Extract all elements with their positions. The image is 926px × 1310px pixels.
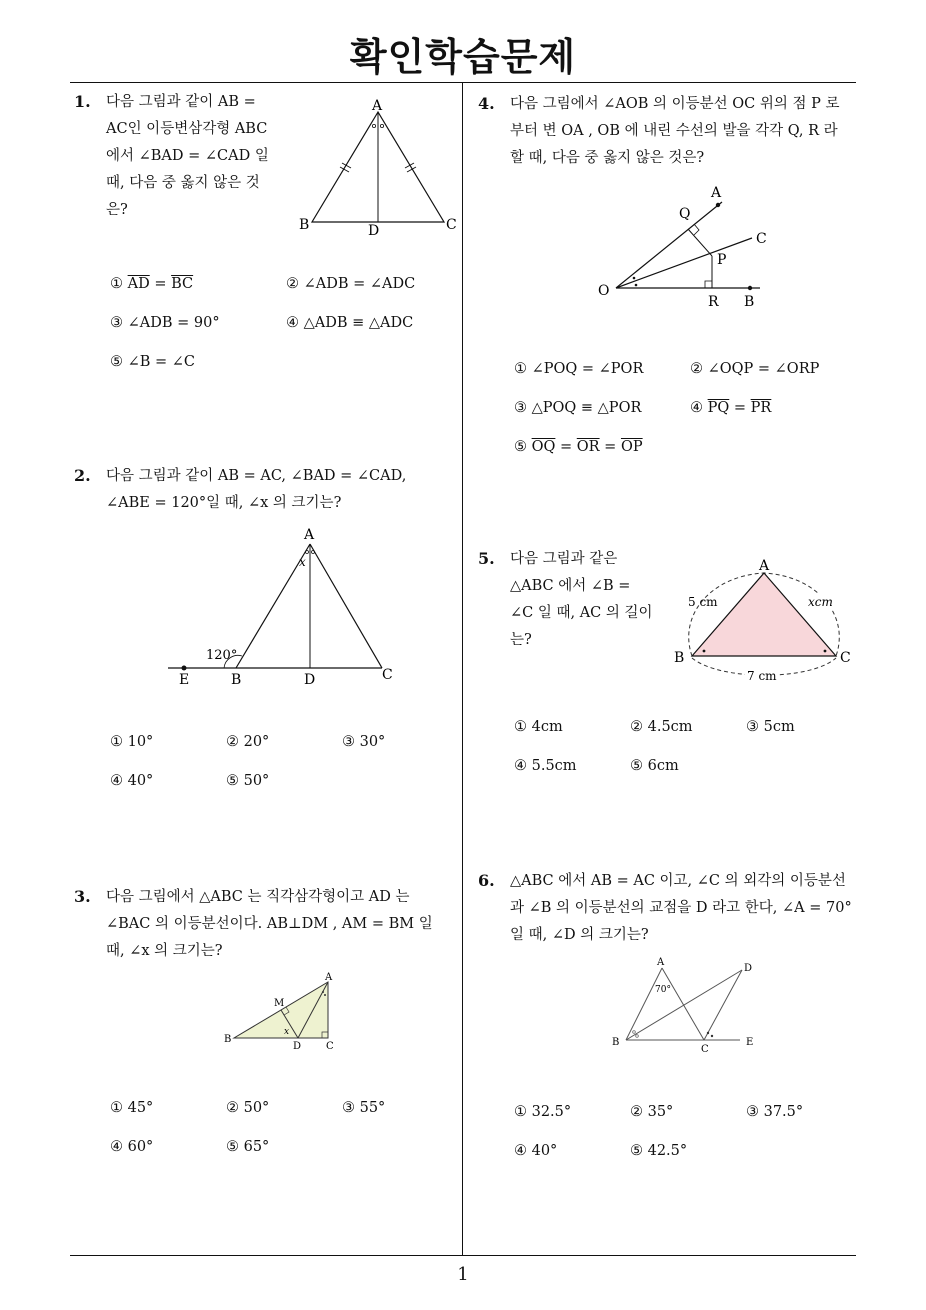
label-x: x xyxy=(299,555,306,569)
label-c: C xyxy=(756,231,767,247)
problem-6-option-5[interactable]: ⑤ 42.5° xyxy=(630,1143,688,1159)
problem-4-line-3: 할 때, 다음 중 옳지 않은 것은? xyxy=(510,150,705,166)
label-e: E xyxy=(746,1037,754,1048)
problem-1-line-1: 다음 그림과 같이 AB = xyxy=(106,94,256,110)
problem-1-line-4: 때, 다음 중 옳지 않은 것 xyxy=(106,175,260,191)
problem-1-option-2[interactable]: ② ∠ADB = ∠ADC xyxy=(286,276,416,292)
problem-3-option-2[interactable]: ② 50° xyxy=(226,1100,270,1116)
problem-3-number: 3. xyxy=(74,887,91,906)
problem-3-line-1: 다음 그림에서 △ABC 는 직각삼각형이고 AD 는 xyxy=(106,889,410,905)
label-m: M xyxy=(274,998,285,1009)
point-a xyxy=(716,203,720,207)
label-d: D xyxy=(744,963,753,974)
problem-5-option-4[interactable]: ④ 5.5cm xyxy=(514,758,577,774)
problem-1-figure xyxy=(296,96,462,242)
label-120: 120° xyxy=(206,648,238,663)
problem-1-number: 1. xyxy=(74,92,91,111)
label-c: C xyxy=(326,1041,334,1052)
label-c: C xyxy=(701,1044,709,1055)
problem-6-number: 6. xyxy=(478,871,495,890)
problem-4-option-1[interactable]: ① ∠POQ = ∠POR xyxy=(514,361,644,377)
label-70: 70° xyxy=(655,985,671,995)
angle-mark-b2 xyxy=(636,1035,639,1038)
problem-4-option-4[interactable]: ④ $\overline{PQ} = \overline{PR}$ xyxy=(690,400,772,416)
label-d: D xyxy=(368,223,380,239)
problem-1-line-3: 에서 ∠BAD = ∠CAD 일 xyxy=(106,148,269,164)
problem-2-line-2: ∠ABE = 120°일 때, ∠x 의 크기는? xyxy=(106,495,342,511)
angle-mark-1 xyxy=(306,551,309,554)
problem-5-line-3: ∠C 일 때, AC 의 길이 xyxy=(510,605,653,621)
label-r: R xyxy=(708,294,719,310)
problem-6-option-3[interactable]: ③ 37.5° xyxy=(746,1104,804,1120)
problem-3-line-3: 때, ∠x 의 크기는? xyxy=(106,943,223,959)
label-a: A xyxy=(711,185,722,201)
angle-dot-c2 xyxy=(711,1035,713,1037)
label-a: A xyxy=(325,972,333,983)
problem-6-option-4[interactable]: ④ 40° xyxy=(514,1143,558,1159)
problem-2-figure xyxy=(164,524,404,690)
problem-1-text xyxy=(106,89,281,224)
problem-4-option-5[interactable]: ⑤ $\overline{OQ} = \overline{OR} = \overline{OP}$ xyxy=(514,439,643,455)
segment-cd xyxy=(704,970,742,1040)
label-b: B xyxy=(299,217,310,233)
problem-3-text xyxy=(106,884,456,965)
label-b: B xyxy=(744,294,755,310)
segment-pq xyxy=(688,229,712,256)
problem-3-option-5[interactable]: ⑤ 65° xyxy=(226,1139,270,1155)
problem-5-line-2: △ABC 에서 ∠B = xyxy=(510,578,631,594)
problem-6-line-3: 일 때, ∠D 의 크기는? xyxy=(510,927,649,943)
problem-5-option-3[interactable]: ③ 5cm xyxy=(746,719,795,735)
label-c: C xyxy=(840,650,851,666)
angle-dot-c xyxy=(824,650,827,653)
problem-1-option-1[interactable]: ① $\overline{AD} = \overline{BC}$ xyxy=(110,276,194,292)
problem-2-line-1: 다음 그림과 같이 AB = AC, ∠BAD = ∠CAD, xyxy=(106,468,407,484)
ray-oc xyxy=(616,238,752,288)
problem-2-option-2[interactable]: ② 20° xyxy=(226,734,270,750)
label-p: P xyxy=(717,252,727,268)
angle-dot-1 xyxy=(322,991,324,993)
label-a: A xyxy=(657,957,665,968)
problem-5-number: 5. xyxy=(478,549,495,568)
problem-3-option-4[interactable]: ④ 60° xyxy=(110,1139,154,1155)
problem-4-line-2: 부터 변 OA , OB 에 내린 수선의 발을 각각 Q, R 라 xyxy=(510,123,838,139)
label-c: C xyxy=(382,667,393,683)
problem-2-option-4[interactable]: ④ 40° xyxy=(110,773,154,789)
problem-4-line-1: 다음 그림에서 ∠AOB 의 이등분선 OC 위의 점 P 로 xyxy=(510,96,840,112)
problem-3-option-1[interactable]: ① 45° xyxy=(110,1100,154,1116)
label-d: D xyxy=(293,1041,302,1052)
problem-2-option-5[interactable]: ⑤ 50° xyxy=(226,773,270,789)
angle-mark-2 xyxy=(380,124,383,127)
column-divider xyxy=(462,82,463,1256)
angle-dot-1 xyxy=(633,277,636,280)
problem-5-line-4: 는? xyxy=(510,632,532,648)
bottom-rule xyxy=(70,1255,856,1256)
problem-6-option-2[interactable]: ② 35° xyxy=(630,1104,674,1120)
problem-6-text xyxy=(510,868,860,949)
problem-1-option-3[interactable]: ③ ∠ADB = 90° xyxy=(110,315,220,331)
problem-6-line-1: △ABC 에서 AB = AC 이고, ∠C 의 외각의 이등분선 xyxy=(510,873,846,889)
angle-dot-2 xyxy=(324,994,326,996)
angle-dot-b xyxy=(703,650,706,653)
problem-4-text xyxy=(510,91,860,172)
label-o: O xyxy=(598,283,610,299)
problem-4-number: 4. xyxy=(478,94,495,113)
problem-1-option-4[interactable]: ④ △ADB ≡ △ADC xyxy=(286,315,414,331)
problem-6-option-1[interactable]: ① 32.5° xyxy=(514,1104,572,1120)
label-d: D xyxy=(304,672,316,688)
label-b: B xyxy=(231,672,242,688)
problem-5-line-1: 다음 그림과 같은 xyxy=(510,551,618,567)
angle-mark-b1 xyxy=(633,1031,636,1034)
label-a: A xyxy=(759,558,770,574)
label-a: A xyxy=(372,98,383,114)
point-e xyxy=(182,666,187,671)
label-ab: 5 cm xyxy=(688,595,718,609)
label-b: B xyxy=(224,1034,232,1045)
label-b: B xyxy=(612,1037,620,1048)
ray-oa xyxy=(616,202,722,288)
problem-1-option-5[interactable]: ⑤ ∠B = ∠C xyxy=(110,354,196,370)
problem-5-figure xyxy=(670,556,860,688)
problem-5-option-2[interactable]: ② 4.5cm xyxy=(630,719,693,735)
problem-2-number: 2. xyxy=(74,466,91,485)
segment-ac xyxy=(310,544,382,668)
problem-1-line-2: AC인 이등변삼각형 ABC xyxy=(106,121,268,137)
problem-3-line-2: ∠BAC 의 이등분선이다. AB⊥DM , AM = BM 일 xyxy=(106,916,433,932)
angle-dot-c1 xyxy=(707,1032,709,1034)
angle-dot-2 xyxy=(635,284,638,287)
label-e: E xyxy=(179,672,190,688)
label-bc: 7 cm xyxy=(747,669,777,683)
problem-5-option-1[interactable]: ① 4cm xyxy=(514,719,563,735)
problem-2-option-3[interactable]: ③ 30° xyxy=(342,734,386,750)
problem-4-option-3[interactable]: ③ △POQ ≡ △POR xyxy=(514,400,642,416)
right-angle-q xyxy=(694,224,699,235)
problem-4-figure xyxy=(594,180,784,316)
problem-4-option-2[interactable]: ② ∠OQP = ∠ORP xyxy=(690,361,820,377)
top-rule xyxy=(70,82,856,83)
label-a: A xyxy=(304,527,315,543)
problem-3-figure xyxy=(222,968,346,1052)
problem-3-option-3[interactable]: ③ 55° xyxy=(342,1100,386,1116)
label-ac: xcm xyxy=(808,595,833,609)
problem-5-option-5[interactable]: ⑤ 6cm xyxy=(630,758,679,774)
label-q: Q xyxy=(679,206,691,222)
problem-2-text xyxy=(106,463,456,517)
problem-6-figure xyxy=(608,952,764,1056)
label-x: x xyxy=(284,1027,290,1037)
page-number: 1 xyxy=(457,1264,469,1285)
label-c: C xyxy=(446,217,457,233)
right-angle-r xyxy=(705,281,712,288)
page-title: 확인학습문제 xyxy=(349,35,577,79)
problem-6-line-2: 과 ∠B 의 이등분선의 교점을 D 라고 한다, ∠A = 70° xyxy=(510,900,852,916)
point-b xyxy=(748,286,752,290)
angle-mark-1 xyxy=(372,124,375,127)
label-b: B xyxy=(674,650,685,666)
problem-5-text xyxy=(510,546,660,654)
triangle-abc xyxy=(692,573,836,656)
problem-1-line-5: 은? xyxy=(106,202,128,218)
problem-2-option-1[interactable]: ① 10° xyxy=(110,734,154,750)
segment-ac xyxy=(662,968,704,1040)
